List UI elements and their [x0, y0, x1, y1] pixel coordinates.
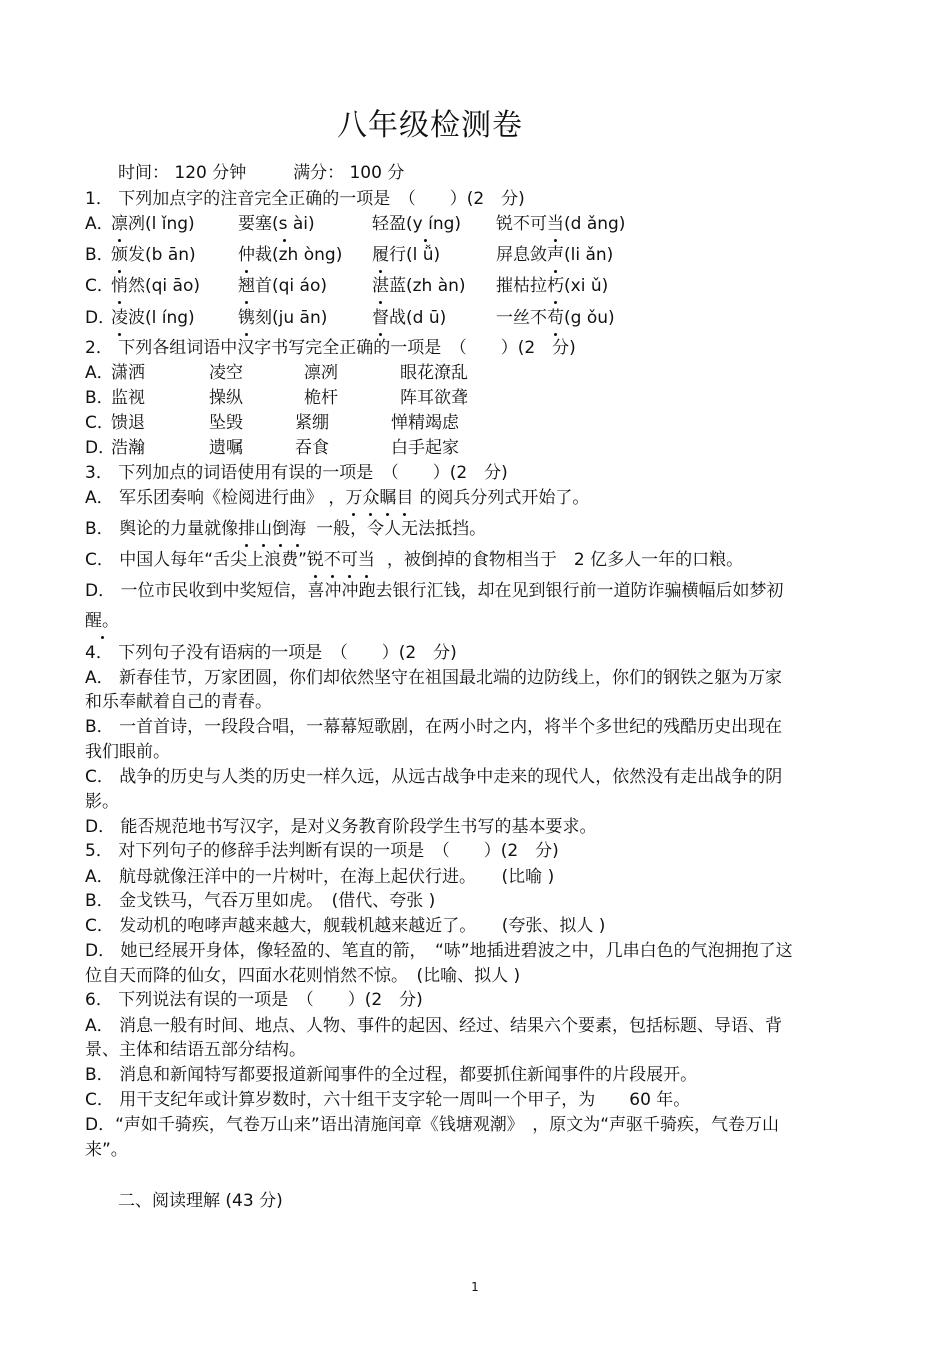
word: 桅杆: [304, 388, 338, 408]
pinyin: (g ǒu): [564, 308, 615, 328]
option-letter: D．: [85, 308, 116, 328]
q4-line: A． 新春佳节，万家团圆，你们却依然坚守在祖国最北端的边防线上，你们的钢铁之躯为万家: [85, 668, 783, 688]
dotted-char: 锐: [306, 550, 324, 570]
dotted-char: 海: [289, 519, 307, 539]
dotted-char: 倒: [272, 519, 290, 539]
word: 监视: [111, 388, 145, 408]
word: 眼花潦乱: [400, 363, 468, 383]
section-heading: 二、阅读理解 (43 分): [118, 1191, 283, 1211]
dotted-char: 履: [372, 245, 389, 265]
option-letter: B．: [85, 388, 114, 408]
pinyin: 冽(l ǐng): [128, 214, 195, 234]
dotted-char: 可: [340, 550, 358, 570]
pinyin: 然(qi āo): [128, 276, 201, 296]
pinyin: (li ǎn): [564, 245, 614, 265]
word: 阵耳欲聋: [400, 388, 468, 408]
word: 操纵: [209, 388, 243, 408]
dotted-char: 排: [238, 519, 256, 539]
q2-stem: 2． 下列各组词语中汉字书写完全正确的一项是 （ ）(2 分): [85, 338, 576, 358]
dotted-char: 翘: [238, 276, 255, 296]
q3-option-b: [85, 518, 486, 540]
q6-line: B． 消息和新闻特写都要报道新闻事件的全过程，都要抓住新闻事件的片段展开。: [85, 1065, 698, 1085]
exam-meta: [118, 162, 404, 184]
word: 轻: [372, 214, 389, 234]
q6-line: 景、主体和结语五部分结构。: [85, 1040, 306, 1060]
q5-line: 位自天而降的仙女，四面水花则悄然不惊。 (比喻、拟人 ): [85, 966, 521, 986]
dotted-char: 凌: [111, 308, 128, 328]
q3-option-a: [85, 487, 589, 509]
dotted-char: 醒。: [85, 611, 119, 631]
q6-line: A． 消息一般有时间、地点、人物、事件的起因、经过、结果六个要素，包括标题、导语、背: [85, 1016, 783, 1036]
dotted-char: 不: [323, 550, 341, 570]
q6-line: C． 用干支纪年或计算岁数时，六十组干支字轮一周叫一个甲子，为 60 年。: [85, 1090, 691, 1110]
dotted-char: 塞(s ài): [255, 214, 315, 234]
q5-line: B． 金戈铁马，气吞万里如虎。 (借代、夸张 ): [85, 891, 436, 911]
word: 凌空: [209, 363, 243, 383]
pinyin: 行(l ǚ): [389, 245, 441, 265]
page-title: 八年级检测卷: [337, 108, 523, 143]
word: 坠毁: [209, 413, 243, 433]
exam-score: 满分： 100 分: [293, 163, 405, 183]
dotted-char: 湛: [372, 276, 389, 296]
word: 浩瀚: [111, 438, 145, 458]
option-letter: A．: [85, 214, 114, 234]
pinyin: 裁(zh òng): [255, 245, 343, 265]
pinyin: 战(d ū): [389, 308, 447, 328]
dotted-char: 瞩: [379, 488, 397, 508]
dotted-char: 万: [345, 488, 363, 508]
pinyin: 首(qi áo): [255, 276, 328, 296]
q3-option-c: [85, 549, 743, 571]
word: 屏息敛: [496, 245, 547, 265]
q5-line: D． 她已经展开身体，像轻盈的、笔直的箭， “哧”地插进碧波之中，几串白色的气泡拥抱了这: [85, 941, 793, 961]
option-letter: C．: [85, 276, 114, 296]
pinyin: 波(l íng): [128, 308, 195, 328]
q3-stem: 3． 下列加点的词语使用有误的一项是 （ ）(2 分): [85, 463, 508, 483]
dotted-char: 凛: [111, 214, 128, 234]
sentence-post: 的阅兵分列式开始了。: [419, 488, 590, 508]
word: 馈退: [111, 413, 145, 433]
word: 遗嘱: [209, 438, 243, 458]
word: 紧绷: [295, 413, 329, 433]
q4-line: D． 能否规范地书写汉字，是对义务教育阶段学生书写的基本要求。: [85, 817, 597, 837]
q4-line: 我们眼前。: [85, 742, 170, 762]
option-letter: A．: [85, 363, 114, 383]
word: 一丝不: [496, 308, 547, 328]
q5-line: A． 航母就像汪洋中的一片树叶，在海上起伏行进。 (比喻 ): [85, 867, 555, 887]
word: 锐不可: [496, 214, 547, 234]
dotted-char: 目: [396, 488, 414, 508]
word: 惮精竭虑: [391, 413, 459, 433]
option-letter: C．: [85, 413, 114, 433]
q1-stem: 1． 下列加点字的注音完全正确的一项是 （ ）(2 分): [85, 189, 525, 209]
word: 白手起家: [391, 438, 459, 458]
pinyin: (xi ǔ): [564, 276, 609, 296]
dotted-char: 盈(y íng): [389, 214, 462, 234]
word: 吞食: [295, 438, 329, 458]
q4-line: 和乐奉献着自己的青春。: [85, 692, 272, 712]
page-number: 1: [471, 1280, 479, 1294]
q5-line: C． 发动机的咆哮声越来越大，舰载机越来越近了。 (夸张、拟人 ): [85, 916, 606, 936]
pinyin: 刻(ju ān): [255, 308, 328, 328]
q5-stem: 5． 对下列句子的修辞手法判断有误的一项是 （ ）(2 分): [85, 841, 559, 861]
dotted-char: 仲: [238, 245, 255, 265]
pinyin: (d ǎng): [564, 214, 626, 234]
option-letter: D．: [85, 438, 116, 458]
dotted-char: 山: [255, 519, 273, 539]
q6-stem: 6． 下列说法有误的一项是 （ ）(2 分): [85, 990, 423, 1010]
q4-line: B． 一首首诗，一段段合唱，一幕幕短歌剧，在两小时之内，将半个多世纪的残酷历史出现在: [85, 717, 783, 737]
q4-line: C． 战争的历史与人类的历史一样久远，从远古战争中走来的现代人，依然没有走出战争的阴: [85, 767, 783, 787]
dotted-char: 颁: [111, 245, 128, 265]
dotted-char: 众: [362, 488, 380, 508]
word: 摧枯拉: [496, 276, 547, 296]
pinyin: 发(b ān): [128, 245, 196, 265]
pinyin: 蓝(zh àn): [389, 276, 466, 296]
q6-line: D．“声如千骑疾，气卷万山来”语出清施闰章《钱塘观潮》 ，原文为“声驱千骑疾，气卷万山: [85, 1115, 780, 1135]
q4-stem: 4． 下列句子没有语病的一项是 （ ）(2 分): [85, 643, 457, 663]
sentence-pre: A． 军乐团奏响《检阅进行曲》 ，: [85, 488, 346, 508]
q6-line: 来”。: [85, 1140, 128, 1160]
dotted-char: 督: [372, 308, 389, 328]
exam-time: 时间： 120 分钟: [118, 163, 247, 183]
dotted-char: 镌: [238, 308, 255, 328]
q3-option-d-line2: [85, 610, 119, 632]
sentence-post: ，被倒掉的食物相当于 2 亿多人一年的口粮。: [386, 550, 744, 570]
sentence-pre: B． 舆论的力量就像: [85, 519, 239, 539]
q3-option-d-line1: D． 一位市民收到中奖短信，喜冲冲跑去银行汇钱，却在见到银行前一道防诈骗横幅后如梦初: [85, 581, 784, 601]
word: 要: [238, 214, 255, 234]
dotted-char: 当: [547, 214, 564, 234]
word: 凛冽: [304, 363, 338, 383]
dotted-char: 苟: [547, 308, 564, 328]
dotted-char: 声: [547, 245, 564, 265]
dotted-char: 朽: [547, 276, 564, 296]
q4-line: 影。: [85, 792, 119, 812]
sentence-pre: C． 中国人每年“舌尖上浪费”: [85, 550, 307, 570]
dotted-char: 悄: [111, 276, 128, 296]
option-letter: B．: [85, 245, 114, 265]
word: 潇洒: [111, 363, 145, 383]
sentence-post: 一般，令人无法抵挡。: [316, 519, 487, 539]
dotted-char: 当: [357, 550, 375, 570]
